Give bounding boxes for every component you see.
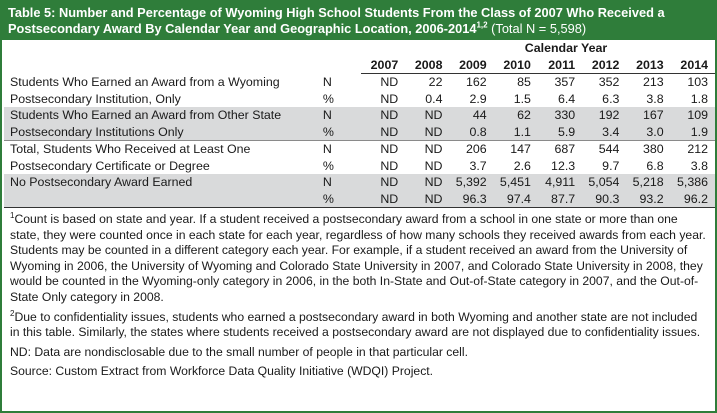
table-row — [4, 107, 715, 124]
table-cell: 22 — [428, 75, 443, 89]
table-cell: 1.5 — [513, 91, 531, 106]
table-cell: 5,218 — [626, 174, 670, 191]
table-cell: 5,392 — [449, 174, 493, 191]
table-cell: 6.4 — [557, 91, 576, 106]
table-cell: 2.6 — [513, 158, 531, 173]
table-cell: 544 — [582, 141, 626, 158]
table-cell: 687 — [538, 141, 582, 158]
footnote-2 — [10, 310, 707, 341]
table-row — [4, 124, 715, 141]
table-body — [4, 74, 715, 208]
data-table — [4, 40, 715, 208]
table-cell: ND — [380, 75, 399, 89]
table-cell: 87.7 — [538, 191, 582, 208]
row-label: Postsecondary Certificate or Degree — [10, 158, 210, 173]
table-cell: 3.0 — [626, 124, 670, 141]
table-cell: 109 — [671, 107, 715, 124]
table-cell: ND — [361, 107, 405, 124]
calendar-year-header: Calendar Year — [524, 41, 608, 55]
table-cell: 5,386 — [671, 174, 715, 191]
table-row — [4, 91, 715, 108]
table-cell: ND — [405, 124, 449, 141]
table-cell: ND — [380, 91, 399, 106]
table-cell: 380 — [626, 141, 670, 158]
table-cell: 85 — [517, 75, 531, 89]
table-cell: 103 — [687, 75, 708, 89]
table-cell: 44 — [449, 107, 493, 124]
table-cell: 96.3 — [449, 191, 493, 208]
table-cell: 6.8 — [646, 158, 664, 173]
table-cell: 93.2 — [626, 191, 670, 208]
table-cell: 2.9 — [469, 91, 487, 106]
title-total: (Total N = 5,598) — [491, 20, 587, 36]
table-cell: 12.3 — [551, 158, 576, 173]
table-cell: ND — [405, 107, 449, 124]
row-unit: N — [319, 141, 361, 158]
table-cell: ND — [424, 158, 443, 173]
table-cell: 192 — [582, 107, 626, 124]
table-cell: ND — [361, 124, 405, 141]
table-cell: 6.3 — [602, 91, 620, 106]
row-unit: N — [319, 107, 361, 124]
table-cell: 5,451 — [494, 174, 538, 191]
year-header-cell: 2010 — [494, 57, 538, 74]
table-cell: 167 — [626, 107, 670, 124]
table-cell: 5,054 — [582, 174, 626, 191]
table-cell: 1.8 — [690, 91, 708, 106]
table-cell: 90.3 — [582, 191, 626, 208]
table-cell: ND — [361, 191, 405, 208]
table-cell: ND — [380, 158, 399, 173]
title-text: Table 5: Number and Percentage of Wyoming High School Students From the Class of 2007 Who Received a Postsecondary Award By Calendar Year and Geographic Location, 2006-2014 — [8, 5, 665, 36]
table-cell: 330 — [538, 107, 582, 124]
footnote-1-marker: 1 — [10, 210, 15, 220]
row-unit: N — [322, 74, 332, 89]
row-unit: % — [322, 158, 334, 173]
footnotes — [2, 208, 715, 380]
table-cell: 5.9 — [538, 124, 582, 141]
table-cell: 3.8 — [690, 158, 708, 173]
table-cell: 1.1 — [494, 124, 538, 141]
row-unit: % — [319, 191, 361, 208]
year-header-cell: 2009 — [449, 57, 493, 74]
table-cell: 3.8 — [646, 91, 664, 106]
source-note: Source: Custom Extract from Workforce Data Quality Initiative (WDQI) Project. — [10, 364, 434, 379]
row-label: Postsecondary Institutions Only — [4, 124, 319, 141]
year-header-row — [4, 57, 715, 74]
row-label: Students Who Earned an Award from a Wyoming — [10, 74, 280, 89]
row-label: No Postsecondary Award Earned — [4, 174, 319, 191]
row-unit: % — [319, 124, 361, 141]
table-cell: 62 — [494, 107, 538, 124]
row-label: Postsecondary Institution, Only — [10, 91, 181, 106]
year-header-cell: 2008 — [405, 57, 449, 74]
year-header-cell: 2012 — [582, 57, 626, 74]
table-cell: 0.4 — [425, 91, 443, 106]
table-row — [4, 191, 715, 208]
table-cell: 1.9 — [671, 124, 715, 141]
year-header-cell: 2011 — [538, 57, 582, 74]
table-cell: 147 — [494, 141, 538, 158]
table-row — [4, 174, 715, 191]
table-cell: ND — [361, 174, 405, 191]
table-cell: 352 — [598, 75, 620, 89]
row-label: Students Who Earned an Award from Other State — [4, 107, 319, 124]
table-cell: 213 — [642, 75, 664, 89]
table-cell: 3.7 — [469, 158, 487, 173]
table-cell: 357 — [554, 75, 576, 89]
footnote-1-text: Count is based on state and year. If a student received a postsecondary award from a school in one state or more than one state, they were counted once in each state for each year, regardless of how many schools they received awards from each year. Students may be counted in a different category each year. For example, if a student received an award from the University of Wyoming in 2006, the University of Wyoming and Colorado State University in 2007, and Colorado State University in 2008, they would be counted in the Wyoming-only category in 2006, in the both In-State and Out-of-State category in 2007, and the Out-of-State Only category in 2008. — [10, 212, 706, 304]
table-cell: 9.7 — [602, 158, 620, 173]
year-header-cell: 2013 — [626, 57, 670, 74]
footnote-2-text: Due to confidentiality issues, students who earned a postsecondary award in both Wyoming and another state are not included in this table. Similarly, the states where students received a postsecondary award are not displayed due to confidentiality issues. — [10, 309, 701, 340]
footnote-2-marker: 2 — [10, 308, 15, 318]
table-cell: 206 — [449, 141, 493, 158]
table-cell: 212 — [671, 141, 715, 158]
table-cell: 4,911 — [538, 174, 582, 191]
nd-definition: ND: Data are nondisclosable due to the small number of people in that particular cell. — [10, 344, 468, 359]
table-cell: ND — [405, 191, 449, 208]
year-header-cell: 2007 — [361, 57, 405, 74]
row-unit: N — [319, 174, 361, 191]
table-row — [4, 158, 715, 175]
row-unit: % — [322, 91, 334, 106]
title-footnote-marker: 1,2 — [476, 20, 488, 30]
row-label: Total, Students Who Received at Least One — [4, 141, 319, 158]
footnote-1 — [10, 212, 707, 306]
row-label — [4, 191, 319, 208]
table-cell: 96.2 — [671, 191, 715, 208]
table-cell: ND — [405, 174, 449, 191]
table-cell: 162 — [466, 75, 487, 89]
year-header-cell: 2014 — [671, 57, 715, 74]
table-cell: ND — [405, 141, 449, 158]
table-row — [4, 74, 715, 91]
table-cell: ND — [361, 141, 405, 158]
table-cell: 97.4 — [494, 191, 538, 208]
table-title — [2, 2, 715, 40]
table-cell: 0.8 — [449, 124, 493, 141]
table-cell: 3.4 — [582, 124, 626, 141]
table-row — [4, 141, 715, 158]
